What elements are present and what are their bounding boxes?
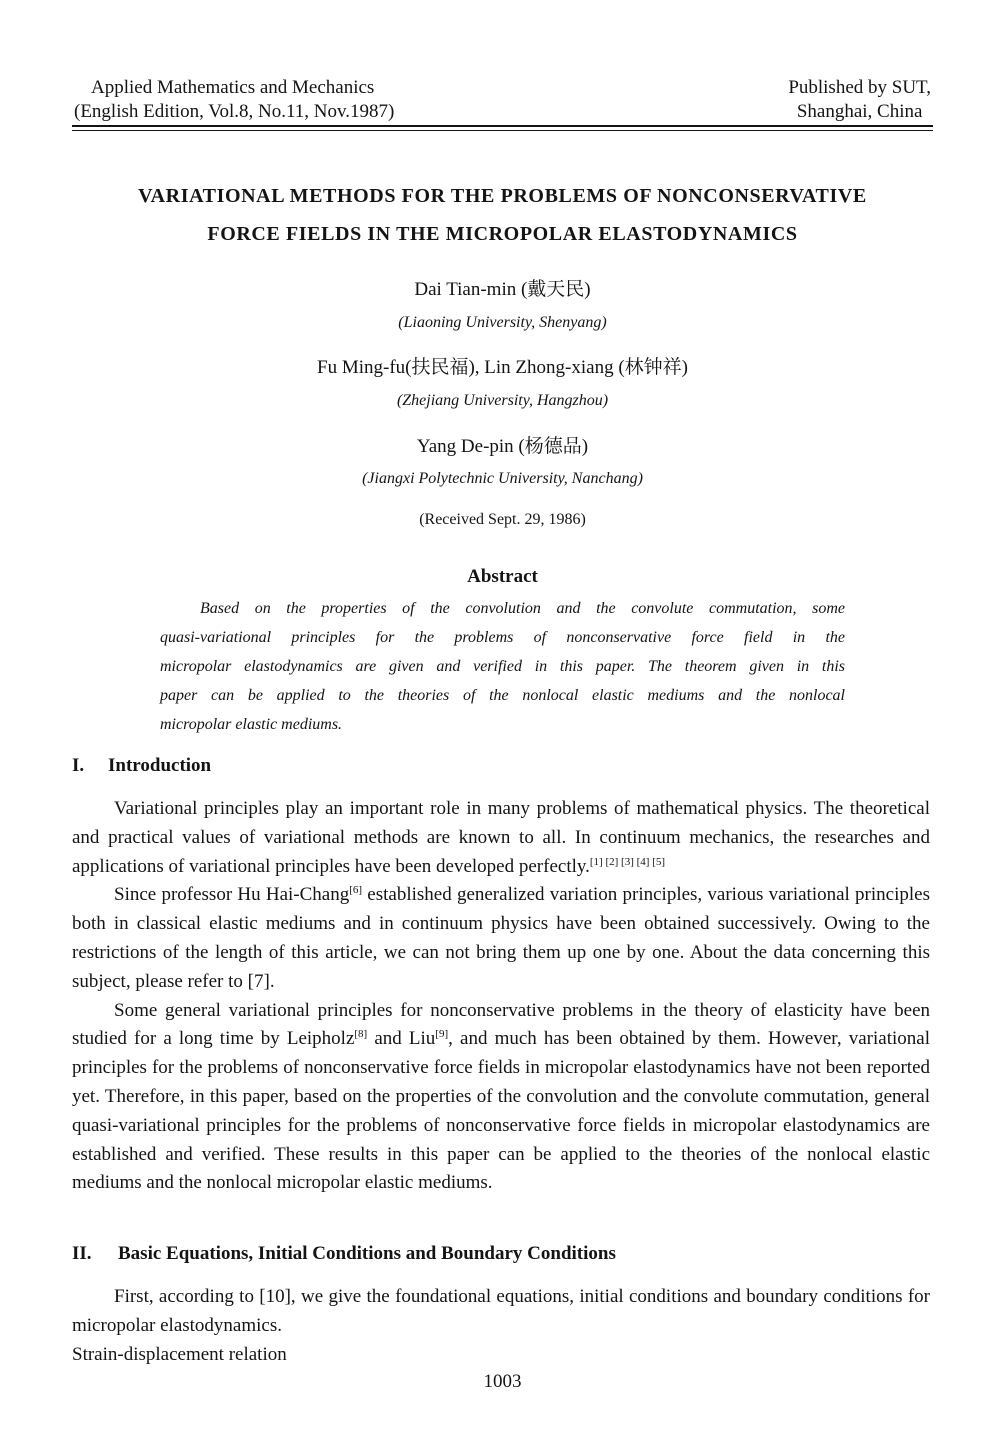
section-2-number: II.	[72, 1243, 92, 1264]
paragraph-text: Variational principles play an important role in many problems of mathematical physics. The theoretical and practical values of variational methods are known to all. In continuum mechanics, the researches and applications of variational principles have been developed perfectly.	[72, 798, 930, 877]
journal-header	[74, 76, 394, 124]
paragraph: First, according to [10], we give the foundational equations, initial conditions and boundary conditions for micropolar elastodynamics.	[72, 1286, 930, 1336]
paragraph	[72, 997, 930, 1199]
paragraph-text: Since professor Hu Hai-Chang	[114, 884, 350, 906]
affiliation-2: (Zhejiang University, Hangzhou)	[396, 392, 609, 409]
publisher-name: Published by SUT,	[788, 77, 931, 98]
section-1-title: Introduction	[108, 755, 212, 776]
paragraph-text: Some general variational principles for nonconservative problems in the theory of elasticity have been studied for a long time by Leipholz	[72, 999, 930, 1050]
header-rule-thick	[72, 125, 933, 127]
abstract-heading: Abstract	[467, 566, 538, 587]
paragraph-text: , and much has been obtained by them. However, variational principles for the problems of nonconservative force fields in micropolar elastodynamics have not been reported yet. Therefore, in this paper, based on the properties of the convolution and the convolute commutation, general quasi-variational principles for the problems of nonconservative force fields in micropolar elastodynamics are established and verified. These results in this paper can be applied to the theories of the nonlocal elastic mediums and the nonlocal micropolar elastic mediums.	[72, 1028, 930, 1194]
author-2: Fu Ming-fu(扶民福), Lin Zhong-xiang (林钟祥)	[317, 357, 688, 378]
citation: [1] [2] [3] [4] [5]	[589, 855, 666, 868]
paragraph	[72, 795, 930, 881]
author-3: Yang De-pin (杨德品)	[416, 436, 589, 457]
page-number: 1003	[483, 1371, 522, 1392]
citation: [9]	[435, 1028, 449, 1041]
title-line-1: VARIATIONAL METHODS FOR THE PROBLEMS OF NONCONSERVATIVE	[138, 185, 867, 207]
title-line-2: FORCE FIELDS IN THE MICROPOLAR ELASTODYNAMICS	[207, 223, 798, 245]
section-2-body	[72, 1283, 930, 1369]
publisher-location: Shanghai, China	[796, 101, 923, 122]
affiliation-1: (Liaoning University, Shenyang)	[398, 314, 607, 331]
abstract-line: micropolar elastic mediums.	[160, 716, 343, 733]
section-2-title: Basic Equations, Initial Conditions and Boundary Conditions	[118, 1243, 616, 1264]
paragraph-text: and Liu	[367, 1028, 436, 1050]
journal-edition: (English Edition, Vol.8, No.11, Nov.1987)	[74, 101, 395, 122]
header-rule-thin	[72, 130, 933, 131]
section-1-number: I.	[72, 755, 85, 776]
section-1-heading	[72, 755, 211, 777]
abstract-line: Based on the properties of the convolution and the convolute commutation, some	[200, 600, 845, 617]
citation: [6]	[349, 884, 363, 897]
abstract-line: paper can be applied to the theories of the nonlocal elastic mediums and the nonlocal	[160, 687, 845, 704]
citation: [8]	[354, 1028, 368, 1041]
abstract-body	[160, 594, 845, 739]
paragraph-text: established generalized variation principles, various variational principles both in classical elastic mediums and in continuum physics have been obtained successively. Owing to the restrictions of the length of this article, we can not bring them up one by one. About the data concerning this subject, please refer to [7].	[72, 884, 930, 992]
abstract-line: micropolar elastodynamics are given and verified in this paper. The theorem given in this	[160, 658, 845, 675]
affiliation-3: (Jiangxi Polytechnic University, Nanchang)	[362, 470, 643, 487]
abstract-line: quasi-variational principles for the problems of nonconservative force field in the	[160, 629, 845, 646]
received-date: (Received Sept. 29, 1986)	[419, 511, 586, 528]
journal-name: Applied Mathematics and Mechanics	[91, 77, 375, 98]
publisher-header	[788, 76, 931, 124]
paragraph: Strain-displacement relation	[72, 1343, 287, 1365]
section-2-heading	[72, 1243, 616, 1265]
section-1-body	[72, 795, 930, 1198]
paragraph	[72, 881, 930, 996]
paper-title	[60, 177, 945, 253]
author-1: Dai Tian-min (戴天民)	[414, 279, 591, 300]
